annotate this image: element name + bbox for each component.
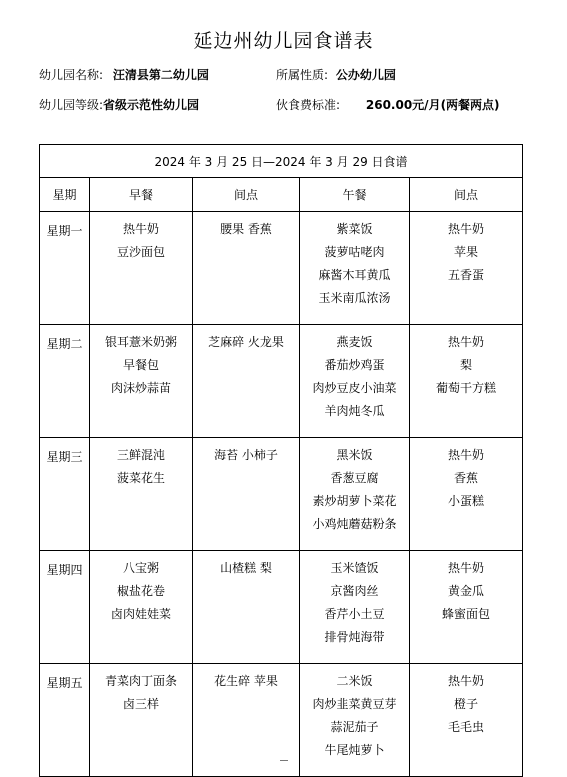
list-item: 蜂蜜面包 <box>442 607 491 621</box>
breakfast-list <box>90 325 192 400</box>
list-item: 热牛奶 <box>122 222 159 236</box>
list-item: 热牛奶 <box>448 674 485 688</box>
breakfast-list <box>90 664 192 716</box>
list-item: 麻酱木耳黄瓜 <box>318 268 391 282</box>
lunch-list <box>300 438 409 536</box>
list-item: 银耳薏米奶粥 <box>104 335 177 349</box>
afternoon-snack-list <box>410 664 522 739</box>
weekday-cell: 星期五 <box>40 664 90 777</box>
breakfast-list <box>90 551 192 626</box>
afternoon-snack-cell <box>410 212 523 325</box>
list-item: 番茄炒鸡蛋 <box>324 358 385 372</box>
table-row <box>40 325 523 438</box>
kindergarten-nature <box>276 66 396 83</box>
list-item: 菠菜花生 <box>116 471 165 485</box>
breakfast-cell <box>90 551 193 664</box>
list-item: 早餐包 <box>122 358 159 372</box>
table-row <box>40 212 523 325</box>
list-item: 三鲜混沌 <box>116 448 165 462</box>
breakfast-cell <box>90 325 193 438</box>
lunch-cell <box>300 212 410 325</box>
menu-date-range: 2024 年 3 月 25 日—2024 年 3 月 29 日食谱 <box>40 145 523 178</box>
page-title: 延边州幼儿园食谱表 <box>193 30 374 52</box>
header-lunch: 午餐 <box>300 178 410 212</box>
breakfast-list <box>90 438 192 490</box>
list-item: 葡萄干方糕 <box>436 381 497 395</box>
list-item: 牛尾炖萝卜 <box>324 743 385 757</box>
kindergarten-level <box>39 96 199 113</box>
list-item: 羊肉炖冬瓜 <box>324 404 385 418</box>
list-item: 蒜泥茄子 <box>330 720 379 734</box>
morning-snack-cell: 芝麻碎 火龙果 <box>193 325 300 438</box>
weekday-cell: 星期一 <box>40 212 90 325</box>
weekday-cell: 星期四 <box>40 551 90 664</box>
list-item: 香葱豆腐 <box>330 471 379 485</box>
list-item: 肉炒豆皮小油菜 <box>312 381 397 395</box>
afternoon-snack-list <box>410 212 522 287</box>
header-snack: 间点 <box>410 178 523 212</box>
afternoon-snack-cell <box>410 664 523 777</box>
lunch-cell <box>300 664 410 777</box>
meal-fee-label: 伙食费标准: <box>276 98 341 112</box>
list-item: 卤肉娃娃菜 <box>110 607 171 621</box>
list-item: 小鸡炖蘑菇粉条 <box>312 517 397 531</box>
list-item: 苹果 <box>454 245 479 259</box>
list-item: 玉米馇饭 <box>330 561 379 575</box>
list-item: 橙子 <box>454 697 479 711</box>
breakfast-list <box>90 212 192 264</box>
list-item: 玉米南瓜浓汤 <box>318 291 391 305</box>
weekday-cell: 星期三 <box>40 438 90 551</box>
list-item: 热牛奶 <box>448 448 485 462</box>
kindergarten-level-label: 幼儿园等级: <box>39 98 104 112</box>
list-item: 香芹小土豆 <box>324 607 385 621</box>
list-item: 热牛奶 <box>448 561 485 575</box>
lunch-cell <box>300 325 410 438</box>
table-row <box>40 438 523 551</box>
afternoon-snack-list <box>410 551 522 626</box>
kindergarten-nature-value: 公办幼儿园 <box>335 68 396 82</box>
list-item: 豆沙面包 <box>116 245 165 259</box>
meal-fee-value: 260.00元/月(两餐两点) <box>365 98 500 112</box>
header-snack: 间点 <box>193 178 300 212</box>
list-item: 肉沫炒蒜苗 <box>110 381 171 395</box>
list-item: 热牛奶 <box>448 222 485 236</box>
meal-fee <box>276 96 500 113</box>
page-bottom-mark <box>280 760 288 765</box>
header-weekday: 星期 <box>40 178 90 212</box>
afternoon-snack-cell <box>410 325 523 438</box>
lunch-list <box>300 551 409 649</box>
list-item: 毛毛虫 <box>448 720 485 734</box>
afternoon-snack-cell <box>410 438 523 551</box>
list-item: 小蛋糕 <box>448 494 485 508</box>
list-item: 京酱肉丝 <box>330 584 379 598</box>
table-row <box>40 551 523 664</box>
list-item: 卤三样 <box>122 697 159 711</box>
kindergarten-name <box>39 66 209 83</box>
list-item: 燕麦饭 <box>336 335 373 349</box>
list-item: 紫菜饭 <box>336 222 373 236</box>
kindergarten-name-label: 幼儿园名称: <box>39 68 104 82</box>
breakfast-cell <box>90 212 193 325</box>
list-item: 梨 <box>460 358 473 372</box>
header-row <box>40 178 523 212</box>
morning-snack-cell: 海苔 小柿子 <box>193 438 300 551</box>
kindergarten-nature-label: 所属性质: <box>276 68 329 82</box>
list-item: 肉炒韭菜黄豆芽 <box>312 697 397 711</box>
afternoon-snack-list <box>410 325 522 400</box>
list-item: 素炒胡萝卜菜花 <box>312 494 397 508</box>
list-item: 青菜肉丁面条 <box>104 674 177 688</box>
lunch-list <box>300 664 409 762</box>
kindergarten-level-value: 省级示范性幼儿园 <box>103 98 200 112</box>
kindergarten-name-value: 汪清县第二幼儿园 <box>112 68 209 82</box>
afternoon-snack-cell <box>410 551 523 664</box>
list-item: 菠萝咕咾肉 <box>324 245 385 259</box>
lunch-cell <box>300 438 410 551</box>
list-item: 热牛奶 <box>448 335 485 349</box>
morning-snack-cell: 腰果 香蕉 <box>193 212 300 325</box>
morning-snack-cell: 花生碎 苹果 <box>193 664 300 777</box>
header-breakfast: 早餐 <box>90 178 193 212</box>
afternoon-snack-list <box>410 438 522 513</box>
lunch-list <box>300 325 409 423</box>
lunch-cell <box>300 551 410 664</box>
menu-table <box>39 144 523 777</box>
lunch-list <box>300 212 409 310</box>
list-item: 五香蛋 <box>448 268 485 282</box>
breakfast-cell <box>90 664 193 777</box>
breakfast-cell <box>90 438 193 551</box>
morning-snack-cell: 山楂糕 梨 <box>193 551 300 664</box>
list-item: 香蕉 <box>454 471 479 485</box>
list-item: 八宝粥 <box>122 561 159 575</box>
weekday-cell: 星期二 <box>40 325 90 438</box>
list-item: 排骨炖海带 <box>324 630 385 644</box>
list-item: 黄金瓜 <box>448 584 485 598</box>
list-item: 黑米饭 <box>336 448 373 462</box>
list-item: 二米饭 <box>336 674 373 688</box>
list-item: 椒盐花卷 <box>116 584 165 598</box>
